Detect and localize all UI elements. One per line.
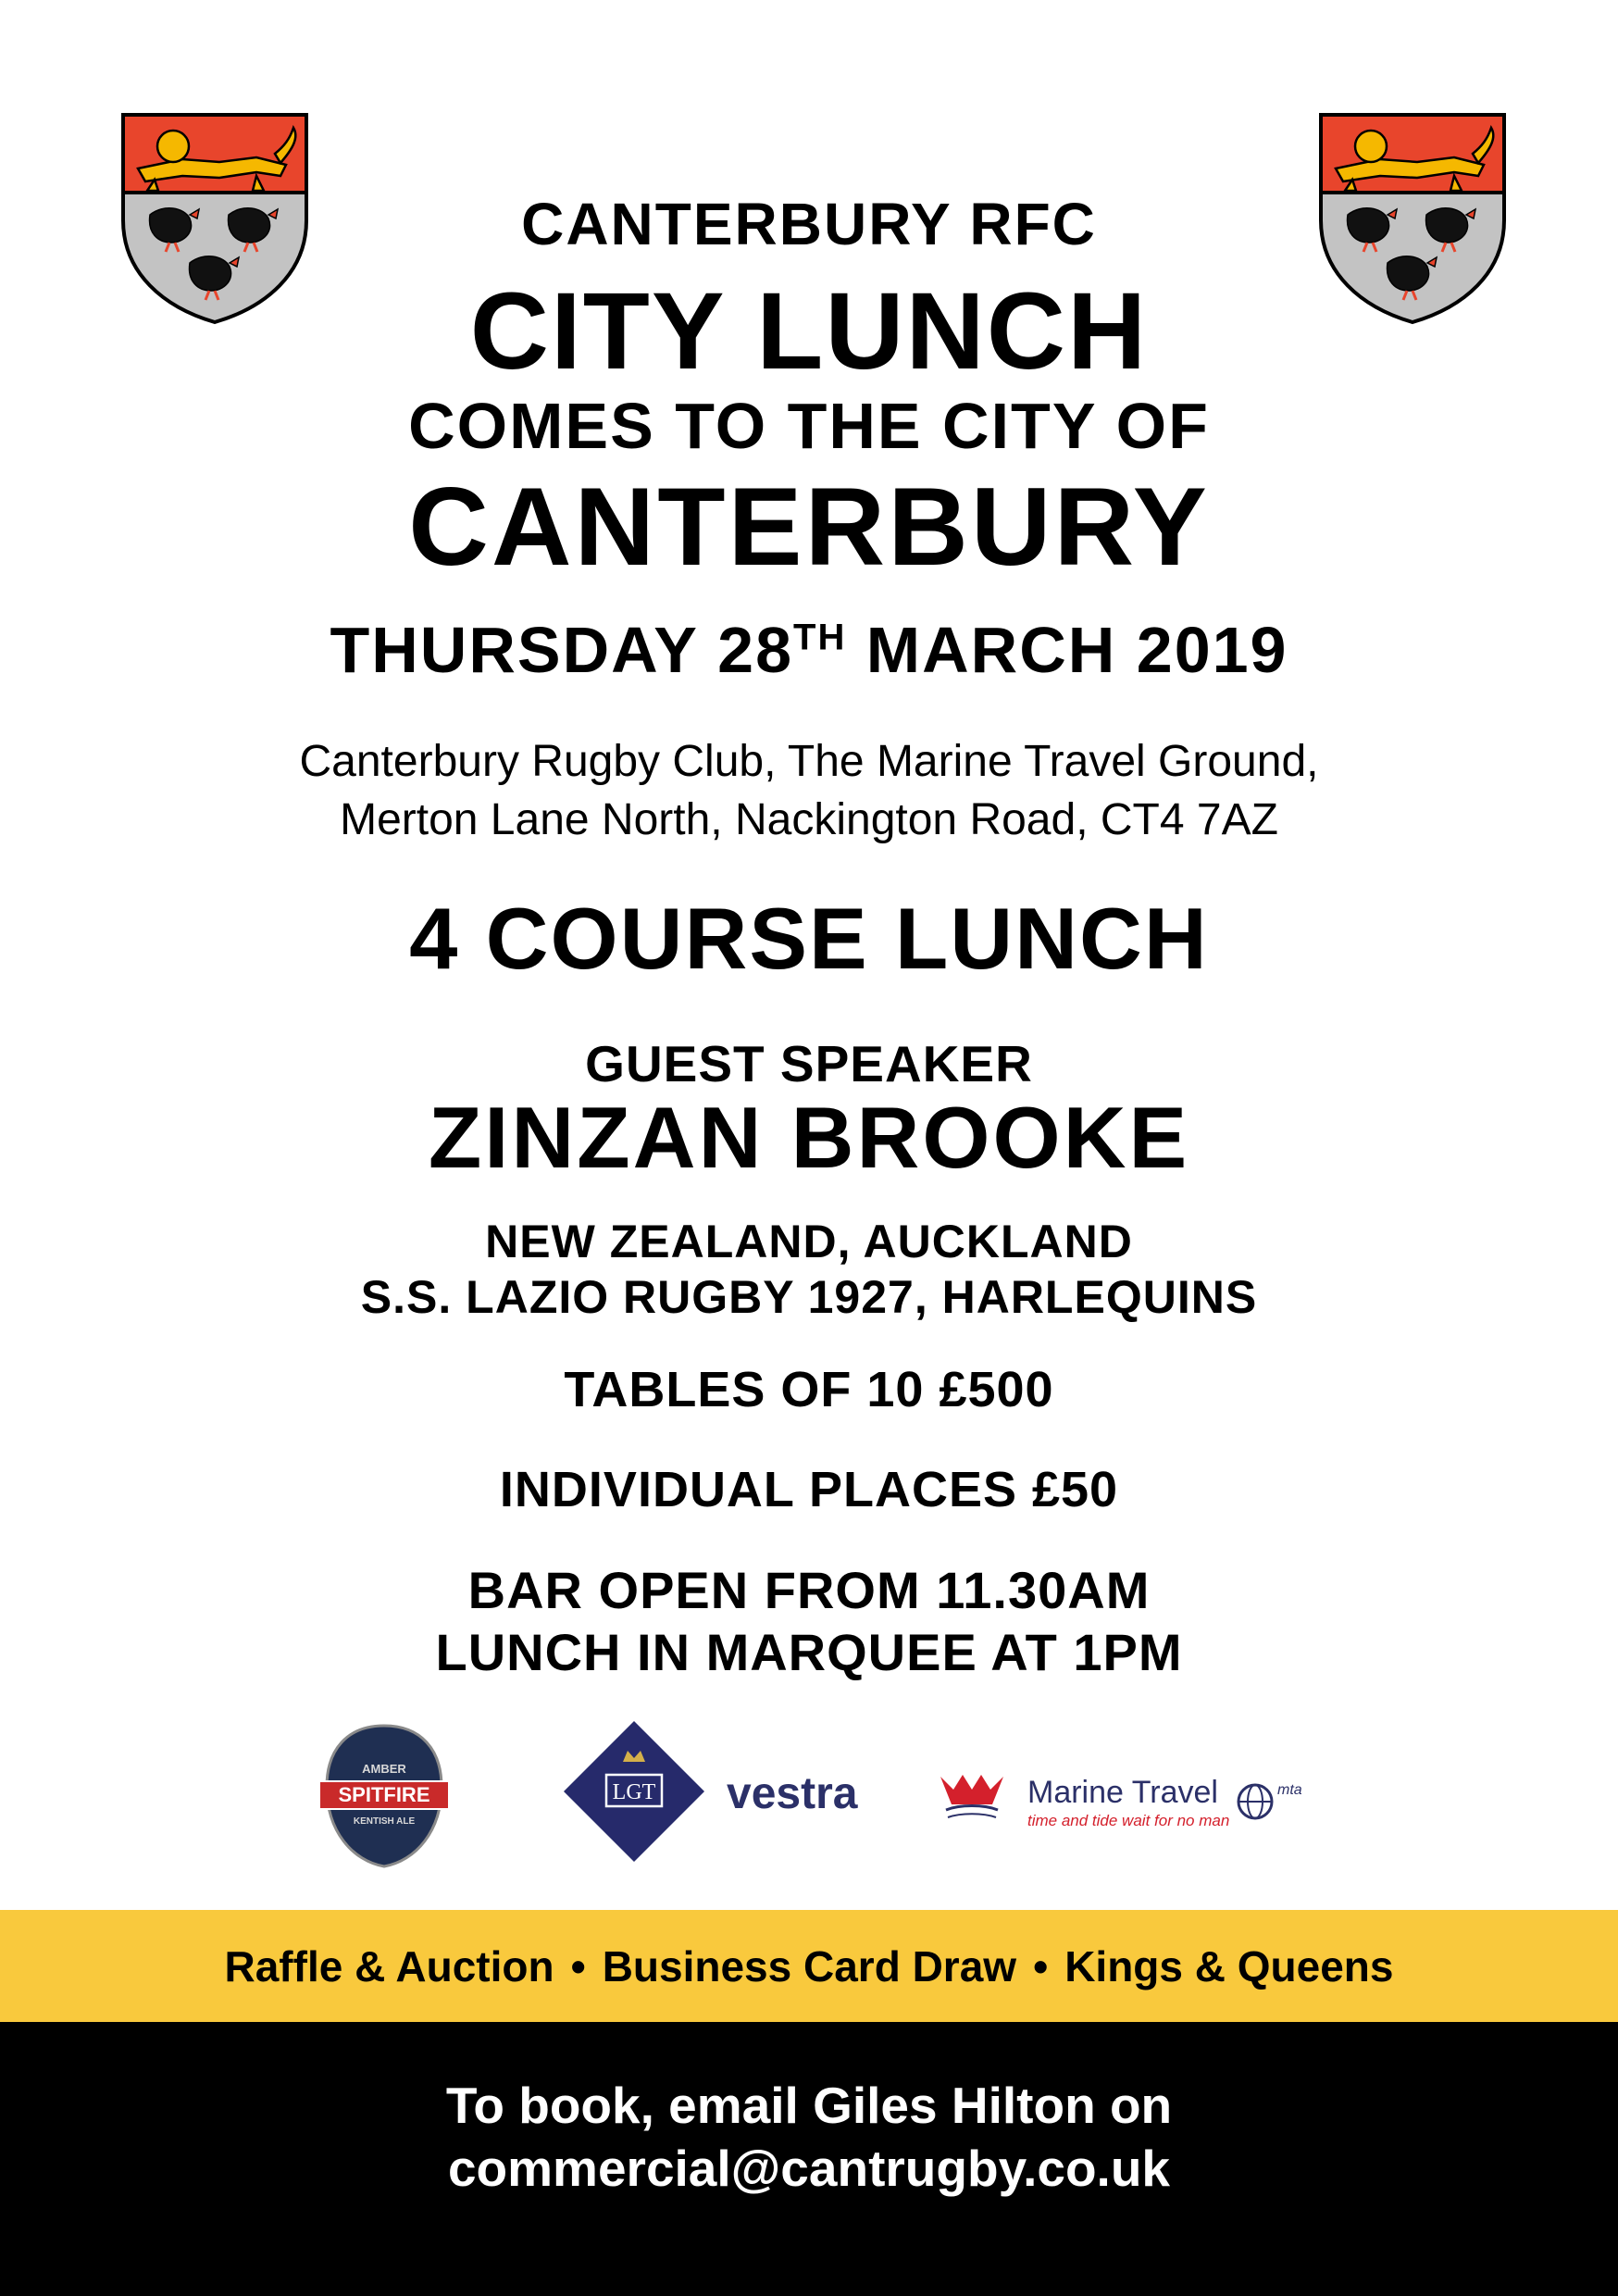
event-date bbox=[0, 613, 1618, 687]
lunch-heading: 4 COURSE LUNCH bbox=[409, 890, 1209, 987]
extras-item-raffle: Raffle & Auction bbox=[224, 1941, 554, 1990]
club-name: CANTERBURY RFC bbox=[521, 191, 1097, 257]
booking-email-link[interactable]: commercial@cantrugby.co.uk bbox=[447, 2140, 1171, 2197]
lgt-logo bbox=[560, 1717, 708, 1866]
guest-speaker-label: GUEST SPEAKER bbox=[585, 1035, 1033, 1092]
speaker-teams-2: S.S. LAZIO RUGBY 1927, HARLEQUINS bbox=[360, 1271, 1258, 1323]
lunch-time: LUNCH IN MARQUEE AT 1PM bbox=[435, 1623, 1183, 1681]
venue-line-1: Canterbury Rugby Club, The Marine Travel Ground, bbox=[299, 737, 1319, 786]
extras-separator: • bbox=[1033, 1941, 1049, 1990]
extras-band bbox=[0, 1910, 1618, 2022]
extras-item-business-card: Business Card Draw bbox=[602, 1941, 1017, 1990]
sponsor-logos bbox=[0, 1717, 1618, 1875]
date-suffix: MARCH 2019 bbox=[846, 614, 1288, 686]
guest-speaker-name: ZINZAN BROOKE bbox=[428, 1089, 1190, 1186]
marine-travel-icon bbox=[937, 1771, 1007, 1827]
mta-text: mta bbox=[1277, 1782, 1302, 1798]
booking-instruction: To book, email Giles Hilton on bbox=[445, 2077, 1173, 2134]
spitfire-logo bbox=[319, 1722, 449, 1870]
tables-price: TABLES OF 10 £500 bbox=[564, 1362, 1054, 1417]
booking-band bbox=[0, 2022, 1618, 2296]
bar-opening-time: BAR OPEN FROM 11.30AM bbox=[467, 1561, 1151, 1619]
marine-travel-tagline: time and tide wait for no man bbox=[1027, 1812, 1230, 1829]
date-superscript: TH bbox=[793, 617, 847, 658]
extras-item-kings-queens: Kings & Queens bbox=[1064, 1941, 1394, 1990]
venue-line-2: Merton Lane North, Nackington Road, CT4 7AZ bbox=[340, 795, 1278, 844]
city-name: CANTERBURY bbox=[408, 465, 1210, 589]
event-title: CITY LUNCH bbox=[469, 270, 1149, 393]
spitfire-bottom-text: KENTISH ALE bbox=[353, 1816, 416, 1827]
date-prefix: THURSDAY 28 bbox=[330, 614, 794, 686]
marine-travel-name: Marine Travel bbox=[1027, 1775, 1218, 1810]
vestra-logo: vestra bbox=[727, 1769, 858, 1818]
mta-globe-icon bbox=[1236, 1782, 1275, 1821]
spitfire-text: SPITFIRE bbox=[338, 1783, 430, 1806]
speaker-teams-1: NEW ZEALAND, AUCKLAND bbox=[485, 1216, 1133, 1267]
individual-price: INDIVIDUAL PLACES £50 bbox=[499, 1462, 1119, 1517]
lgt-text: LGT bbox=[612, 1780, 656, 1804]
spitfire-top-text: AMBER bbox=[362, 1762, 406, 1776]
extras-separator: • bbox=[570, 1941, 586, 1990]
event-subtitle: COMES TO THE CITY OF bbox=[408, 390, 1210, 462]
